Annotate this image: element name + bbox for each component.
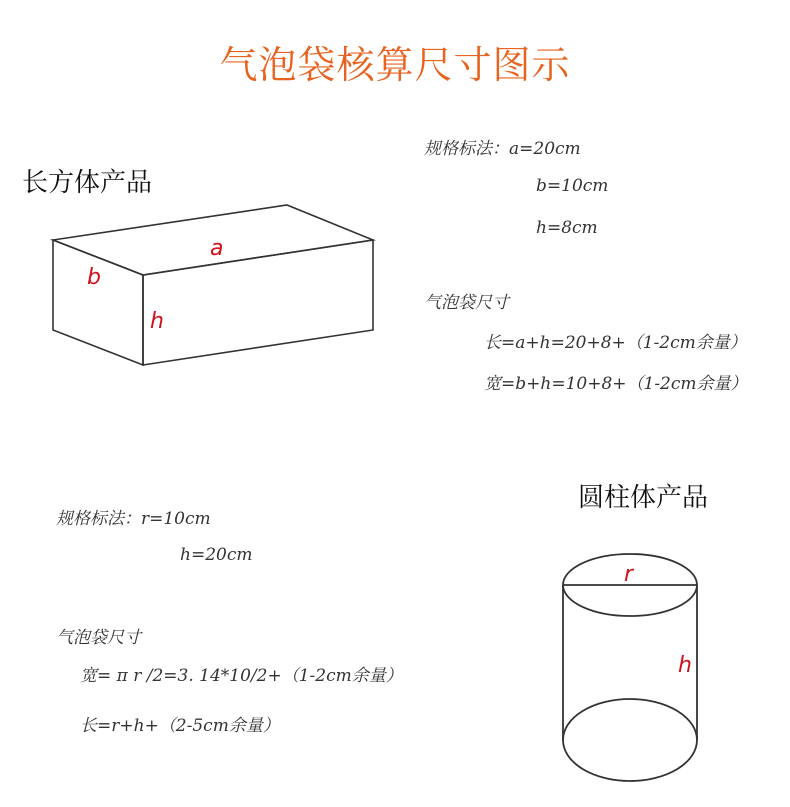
cylinder-spec-line-r — [56, 504, 211, 529]
cuboid-spec-b: b=10cm — [536, 176, 609, 196]
cuboid-front-face — [143, 240, 373, 365]
cylinder-spec-r: r=10cm — [141, 509, 211, 529]
cylinder-heading: 圆柱体产品 — [578, 483, 709, 513]
cuboid-bag-width: 宽=b+h=10+8+（1-2cm余量） — [484, 374, 748, 394]
cuboid-label-b: b — [87, 265, 101, 290]
cylinder-bottom-ellipse — [563, 699, 697, 781]
cylinder-spec-prefix: 规格标法： — [56, 509, 141, 529]
cylinder-drawing — [563, 554, 697, 781]
page-title: 气泡袋核算尺寸图示 — [219, 43, 571, 87]
cuboid-side-face — [53, 240, 143, 365]
cylinder-label-r: r — [624, 562, 634, 587]
cuboid-spec-a: a=20cm — [509, 139, 581, 159]
cylinder-bag-length: 长=r+h+（2-5cm余量） — [80, 716, 280, 736]
cuboid-spec-line-a — [424, 134, 581, 159]
cuboid-bag-heading: 气泡袋尺寸 — [424, 293, 509, 313]
cuboid-bag-length: 长=a+h=20+8+（1-2cm余量） — [484, 333, 747, 353]
cylinder-label-h: h — [678, 653, 692, 678]
cuboid-label-h: h — [150, 309, 164, 334]
cuboid-label-a: a — [210, 236, 224, 261]
cuboid-heading: 长方体产品 — [22, 168, 153, 198]
cylinder-bag-width: 宽= π r /2=3. 14*10/2+（1-2cm余量） — [80, 666, 403, 686]
cuboid-spec-prefix: 规格标法： — [424, 139, 509, 159]
cuboid-drawing — [53, 205, 373, 365]
cuboid-spec-h: h=8cm — [536, 218, 598, 238]
cylinder-bag-heading: 气泡袋尺寸 — [56, 628, 141, 648]
cylinder-spec-h: h=20cm — [180, 545, 253, 565]
